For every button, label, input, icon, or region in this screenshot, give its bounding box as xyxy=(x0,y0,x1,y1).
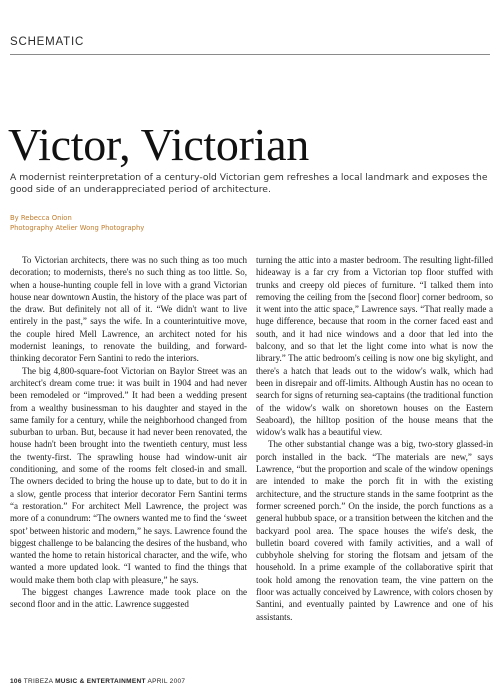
body-paragraph: To Victorian architects, there was no such thing as too much decoration; to modernists, there's no such thing as too little. So, when a house-hunting couple fell in love with a grand Victorian house near downtown Austin, the history of the place was part of the draw. But definitely not all of it. “We didn't want to live entirely in the past,” says the wife. In a counterintuitive move, the couple hired Mell Lawrence, an architect noted for his modernist leanings, to renovate the building, and forward-thinking decorator Fern Santini to redo the interiors. xyxy=(10,255,247,364)
footer-section: MUSIC & ENTERTAINMENT xyxy=(55,678,146,685)
page-number: 106 xyxy=(10,678,22,685)
article-deck: A modernist reinterpretation of a century-old Victorian gem refreshes a local landmark and exposes the good side of an underappreciated period of architecture. xyxy=(10,172,488,196)
body-paragraph: turning the attic into a master bedroom. The resulting light-filled hideaway is a far cry from a Victorian top floor stuffed with trunks and creepy old pieces of furniture. “I talked them into removing the ceiling from the [second floor] corner bedroom, so it went into the attic space,” Lawrence says. “That really made a huge difference, because that room in the corner faced east and south, and it had nice windows and a door that led into the balcony, and so that let the light come into what is now the library.” The attic bedroom's ceiling is now one big skylight, and there's a hatch that leads out to the widow's walk, which had been in disrepair and off-limits. Although Austin has no ocean to search for signs of returning sea-captains (the traditional function of the widow's walk on shoretown houses on the Eastern Seaboard), the hilltop position of the house means that the widow's walk has a beautiful view. xyxy=(256,255,493,438)
body-paragraph: The other substantial change was a big, two-story glassed-in porch installed in the back. “The materials are new,” says Lawrence, “but the proportion and scale of the window openings are intended to make the porch fit in with the existing architecture, and the structure stands in the same footprint as the former screened porch.” On the inside, the porch functions as a general hubbub space, or a transition between the kitchen and the backyard pool area. The space houses the wife's desk, the bulletin board covered with family activities, and a wall of cubbyhole shelving for storing the flotsam and jetsam of the household. In a prime example of the collaborative spirit that took hold among the renovation team, the vine pattern on the floor was actually conceived by Lawrence, with colors chosen by Santini, and eventually painted by Lawrence and one of his assistants. xyxy=(256,439,493,622)
body-column-left xyxy=(10,254,247,674)
top-rule xyxy=(10,54,490,55)
page-footer xyxy=(10,677,310,687)
byline: By Rebecca Onion xyxy=(10,214,72,222)
section-label: SCHEMATIC xyxy=(10,36,85,48)
issue-date: APRIL 2007 xyxy=(147,678,186,685)
body-paragraph: The biggest changes Lawrence made took place on the second floor and in the attic. Lawrence suggested xyxy=(10,587,247,610)
body-column-right xyxy=(256,254,493,674)
publication-name: TRIBEZA xyxy=(23,678,53,685)
body-paragraph: The big 4,800-square-foot Victorian on Baylor Street was an architect's dream come true: it was built in 1904 and had never been remodeled or “improved.” It had been a wedding present from a wealthy businessman to his daughter and stayed in the same family for a century, while the neighborhood changed from suburban to urban. But, because it had never been renovated, the house hadn't been brought into the twentieth century, must less the twenty-first. The sprawling house had window-unit air conditioning, and some of the rooms felt closed-in and small. The owners decided to bring the house up to date, but to do it in a slow, gentle process that interior decorator Fern Santini terms “a restoration.” For architect Mell Lawrence, the project was more of a conundrum: “The owners wanted me to find the ‘sweet spot’ between historic and modern,” he says. Lawrence found the biggest challenge to be balancing the desires of the husband, who wanted the home to retain historical character, and the wife, who wanted a more updated look. “I wanted to find the things that would make them both clap with pleasure,” he says. xyxy=(10,365,247,585)
article-title: Victor, Victorian xyxy=(8,119,309,170)
photo-credit: Photography Atelier Wong Photography xyxy=(10,224,145,232)
